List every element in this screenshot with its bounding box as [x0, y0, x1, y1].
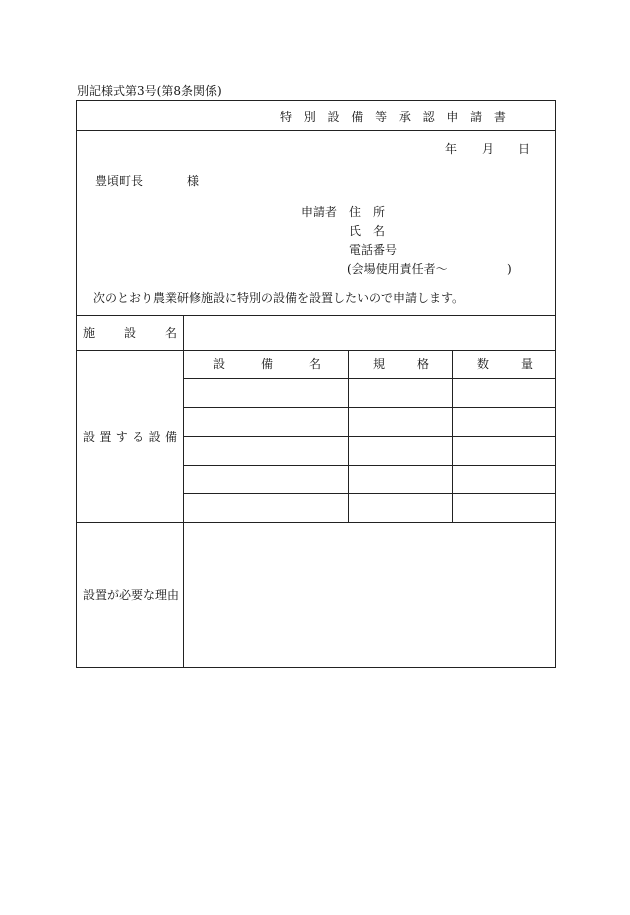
applicant-phone-label: 電話番号: [349, 243, 398, 257]
reason-field[interactable]: [184, 523, 555, 667]
equipment-name-cell[interactable]: [184, 494, 348, 522]
form-title-char: 申: [446, 110, 459, 124]
applicant-address-label: 住 所: [349, 205, 386, 219]
specification-cell[interactable]: [349, 466, 452, 493]
date-month-label: 月: [482, 142, 495, 156]
column-header-specification-char: 格: [416, 357, 429, 371]
addressee-honorific: 様: [187, 174, 200, 188]
form-title-char: 特: [280, 110, 293, 124]
form-title-char: 書: [493, 110, 506, 124]
date-year-label: 年: [445, 142, 458, 156]
facility-name-label-char: 設: [123, 326, 136, 340]
addressee-name: 豊頃町長: [95, 174, 144, 188]
applicant-responsible-label: (会場使用責任者〜: [347, 262, 448, 276]
equipment-section-label-char: す: [115, 430, 128, 444]
column-header-equipment-name-char: 設: [213, 357, 226, 371]
column-header-equipment-name-char: 備: [260, 357, 273, 371]
specification-cell[interactable]: [349, 494, 452, 522]
specification-cell[interactable]: [349, 408, 452, 436]
form-title-char: 設: [327, 110, 340, 124]
facility-name-label: [83, 325, 177, 341]
column-header-specification: [373, 356, 429, 372]
equipment-section-label-char: る: [132, 430, 145, 444]
form-number-label: 別記様式第3号(第8条関係): [77, 84, 222, 98]
equipment-section-label-char: 置: [99, 430, 112, 444]
column-header-quantity: [477, 356, 533, 372]
application-form: [76, 100, 556, 668]
equipment-name-cell[interactable]: [184, 379, 348, 407]
quantity-cell[interactable]: [453, 408, 555, 436]
column-header-quantity-char: 数: [477, 357, 490, 371]
equipment-section-label: [83, 429, 177, 445]
facility-name-field[interactable]: [184, 316, 555, 350]
quantity-cell[interactable]: [453, 494, 555, 522]
column-header-quantity-char: 量: [520, 357, 533, 371]
form-title: [280, 109, 506, 125]
equipment-section-label-char: 設: [83, 430, 96, 444]
equipment-section-label-char: 設: [148, 430, 161, 444]
form-title-char: 認: [422, 110, 435, 124]
quantity-cell[interactable]: [453, 466, 555, 493]
form-title-char: 等: [375, 110, 388, 124]
specification-cell[interactable]: [349, 437, 452, 465]
equipment-name-cell[interactable]: [184, 437, 348, 465]
form-title-char: 備: [351, 110, 364, 124]
form-title-char: 承: [398, 110, 411, 124]
specification-cell[interactable]: [349, 379, 452, 407]
applicant-responsible-close: ): [507, 262, 512, 276]
column-header-equipment-name-char: 名: [308, 357, 321, 371]
application-statement: 次のとおり農業研修施設に特別の設備を設置したいので申請します。: [93, 291, 465, 305]
equipment-section-label-char: 備: [164, 430, 177, 444]
equipment-name-cell[interactable]: [184, 408, 348, 436]
applicant-label: 申請者: [301, 205, 338, 219]
quantity-cell[interactable]: [453, 437, 555, 465]
column-header-equipment-name: [213, 356, 321, 372]
column-header-specification-char: 規: [373, 357, 386, 371]
facility-name-label-char: 名: [164, 326, 177, 340]
form-title-char: 請: [470, 110, 483, 124]
facility-name-label-char: 施: [83, 326, 96, 340]
equipment-name-cell[interactable]: [184, 466, 348, 493]
applicant-name-label: 氏 名: [349, 224, 386, 238]
reason-label: 設置が必要な理由: [83, 588, 180, 602]
quantity-cell[interactable]: [453, 379, 555, 407]
form-title-char: 別: [303, 110, 316, 124]
date-day-label: 日: [518, 142, 531, 156]
